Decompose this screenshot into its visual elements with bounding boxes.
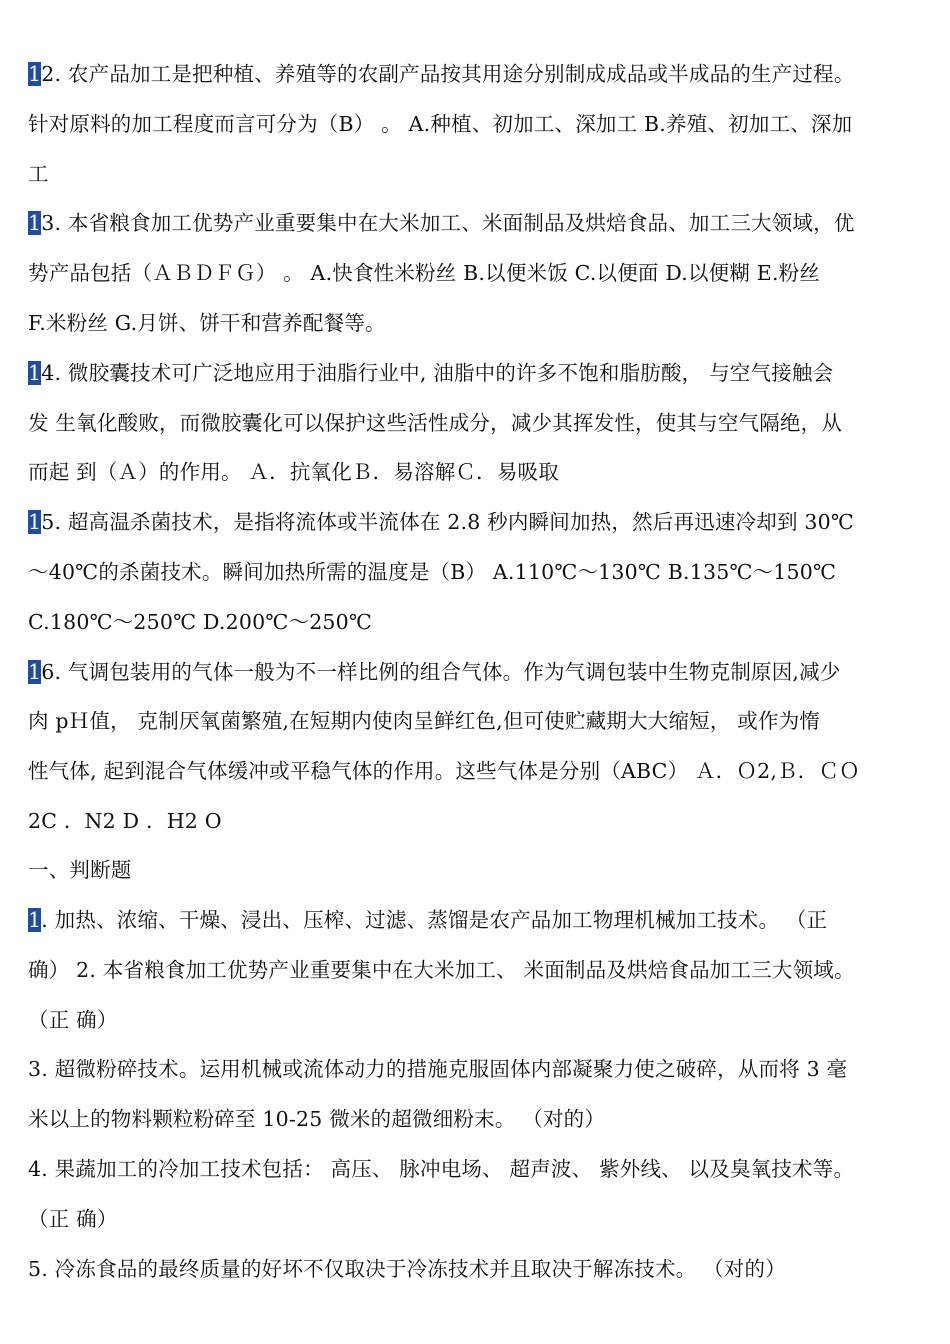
text-line: 而起 到（Ａ）的作用。 Ａ．抗氧化Ｂ．易溶解Ｃ．易吸取 xyxy=(28,460,559,484)
text-line xyxy=(28,355,940,391)
text-span: . 加热、浓缩、干燥、浸出、压榨、过滤、蒸馏是农产品加工物理机械加工技术。 （正 xyxy=(41,908,828,932)
text-highlight: 1 xyxy=(28,510,42,534)
text-span: 4. 微胶囊技术可广泛地应用于油脂行业中, 油脂中的许多不饱和脂肪酸， 与空气接触会 xyxy=(41,361,834,385)
text-span: 5. 超高温杀菌技术，是指将流体或半流体在 2.8 秒内瞬间加热，然后再迅速冷却到 30℃ xyxy=(41,510,854,534)
text-highlight: 1 xyxy=(28,211,42,235)
text-span: 2. 农产品加工是把种植、养殖等的农副产品按其用途分别制成成品或半成品的生产过程。 xyxy=(41,62,855,86)
text-span: 3. 本省粮食加工优势产业重要集中在大米加工、米面制品及烘焙食品、加工三大领域，优 xyxy=(41,211,855,235)
text-line xyxy=(28,504,940,540)
text-line xyxy=(28,205,940,241)
text-line: （正 确） xyxy=(28,1008,118,1032)
text-span: 6. 气调包装用的气体一般为不一样比例的组合气体。作为气调包装中生物克制原因,减少 xyxy=(41,660,841,684)
text-line: 2C ．N2 D ．H2 O xyxy=(28,809,222,833)
text-line: 4. 果蔬加工的冷加工技术包括： 高压、 脉冲电场、 超声波、 紫外线、 以及臭氧技术等。 xyxy=(28,1157,855,1181)
text-line xyxy=(28,654,940,690)
text-line xyxy=(28,56,940,92)
text-line: 性气体, 起到混合气体缓冲或平稳气体的作用。这些气体是分别（ABC） Ａ．Ｏ2,Ｂ．ＣＯ xyxy=(28,759,860,783)
text-line: 确） 2. 本省粮食加工优势产业重要集中在大米加工、 米面制品及烘焙食品加工三大领域。 xyxy=(28,958,855,982)
text-line xyxy=(28,902,940,938)
text-highlight: 1 xyxy=(28,62,42,86)
text-line: 针对原料的加工程度而言可分为（B） 。 A.种植、初加工、深加工 B.养殖、初加工、深加 xyxy=(28,112,853,136)
text-line: （正 确） xyxy=(28,1207,118,1231)
text-line: F.米粉丝 G.月饼、饼干和营养配餐等。 xyxy=(28,311,386,335)
text-highlight: 1 xyxy=(28,660,42,684)
text-highlight: 1 xyxy=(28,361,42,385)
text-line: C.180℃～250℃ D.200℃～250℃ xyxy=(28,610,373,634)
text-line: 势产品包括（ＡＢＤＦＧ） 。 A.快食性米粉丝 B.以便米饭 C.以便面 D.以便糊 E.粉丝 xyxy=(28,261,821,285)
text-line: 米以上的物料颗粒粉碎至 10-25 微米的超微细粉末。 （对的） xyxy=(28,1107,606,1131)
section-heading: 一、判断题 xyxy=(28,858,132,882)
text-highlight: 1 xyxy=(28,908,42,932)
text-line: ～40℃的杀菌技术。瞬间加热所需的温度是（B） A.110℃～130℃ B.135℃～150℃ xyxy=(28,560,837,584)
text-line: 工 xyxy=(28,162,49,186)
text-line: 5. 冷冻食品的最终质量的好坏不仅取决于冷冻技术并且取决于解冻技术。 （对的） xyxy=(28,1257,786,1281)
text-line: 肉 pＨ值， 克制厌氧菌繁殖,在短期内使肉呈鲜红色,但可使贮藏期大大缩短， 或作为惰 xyxy=(28,709,821,733)
text-line: 发 生氧化酸败，而微胶囊化可以保护这些活性成分，减少其挥发性，使其与空气隔绝，从 xyxy=(28,411,843,435)
text-line: 3. 超微粉碎技术。运用机械或流体动力的措施克服固体内部凝聚力使之破碎，从而将 3 毫 xyxy=(28,1057,848,1081)
